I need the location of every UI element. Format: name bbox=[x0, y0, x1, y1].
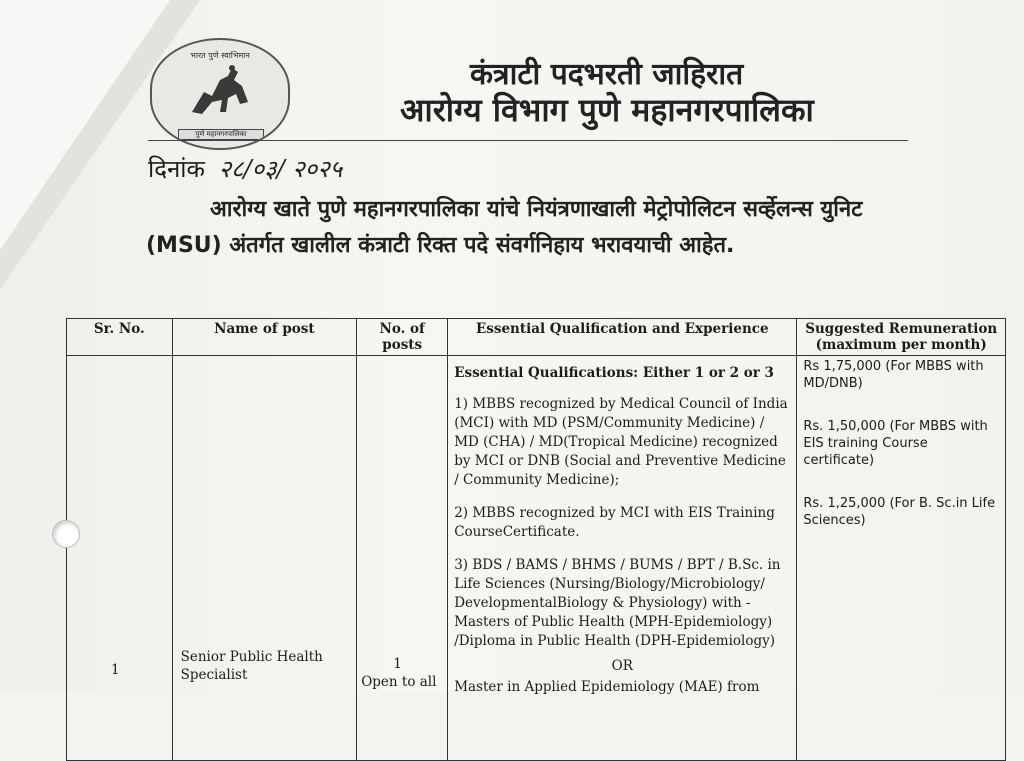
cell-posts bbox=[357, 356, 448, 761]
posts-table bbox=[66, 318, 1006, 761]
sr-value: 1 bbox=[111, 662, 120, 678]
qual-option-3: 3) BDS / BAMS / BHMS / BUMS / BPT / B.Sc. in Life Sciences (Nursing/Biology/Microbiology/ DevelopmentalBiology & Physiology) with - Masters of Public Health (MPH-Epidemiology) /Diploma in Public Health (DPH-Epidemiology) bbox=[454, 557, 781, 649]
intro-paragraph: आरोग्य खाते पुणे महानगरपालिका यांचे नियंत्रणाखाली मेट्रोपोलिटन सर्व्हेलन्स युनिट (MSU) अंतर्गत खालील कंत्राटी रिक्त पदे संवर्गनिहाय भरावयाची आहेत. bbox=[146, 197, 863, 258]
header-no-of-posts: No. of posts bbox=[357, 319, 448, 356]
advertisement-title: कंत्राटी पदभरती जाहिरात bbox=[470, 57, 744, 92]
remuneration-1: Rs 1,75,000 (For MBBS with MD/DNB) bbox=[803, 359, 984, 391]
header-post-name: Name of post bbox=[172, 319, 357, 356]
qual-or: OR bbox=[611, 658, 633, 674]
qual-option-1: 1) MBBS recognized by Medical Council of India (MCI) with MD (PSM/Community Medicine) / MD (CHA) / MD(Tropical Medicine) recognized by MCI or DNB (Social and Preventive Medicine / Community Medicine); bbox=[454, 396, 788, 488]
punch-hole bbox=[52, 520, 80, 548]
header-divider bbox=[148, 140, 908, 141]
header-remuneration: Suggested Remuneration (maximum per month) bbox=[797, 319, 1006, 356]
emblem-band: पुणे महानगरपालिका bbox=[178, 129, 264, 140]
qual-option-2: 2) MBBS recognized by MCI with EIS Training CourseCertificate. bbox=[454, 505, 775, 540]
date-line bbox=[148, 152, 342, 185]
header-qualification: Essential Qualification and Experience bbox=[448, 319, 797, 356]
qual-heading: Essential Qualifications: Either 1 or 2 or 3 bbox=[454, 365, 774, 381]
posts-note: Open to all bbox=[361, 674, 437, 690]
cell-qualification bbox=[448, 356, 797, 761]
table-row bbox=[67, 356, 1006, 761]
cell-post bbox=[172, 356, 357, 761]
horse-rider-icon bbox=[182, 62, 258, 122]
qual-option-4: Master in Applied Epidemiology (MAE) from bbox=[454, 679, 760, 695]
department-title: आरोग्य विभाग पुणे महानगरपालिका bbox=[400, 91, 814, 129]
pmc-emblem bbox=[150, 38, 290, 150]
folded-corner-highlight bbox=[0, 0, 170, 250]
remuneration-2: Rs. 1,50,000 (For MBBS with EIS training Course certificate) bbox=[803, 419, 988, 468]
header-sr-no: Sr. No. bbox=[67, 319, 173, 356]
cell-remuneration bbox=[797, 356, 1006, 761]
table-header-row bbox=[67, 319, 1006, 356]
remuneration-3: Rs. 1,25,000 (For B. Sc.in Life Sciences) bbox=[803, 496, 996, 528]
emblem-motto: भारत पुणे स्वाभिमान bbox=[190, 51, 250, 60]
posts-count: 1 bbox=[393, 656, 402, 672]
date-label: दिनांक bbox=[148, 155, 205, 183]
post-name: Senior Public Health Specialist bbox=[180, 649, 323, 683]
date-value: २८/०३/ २०२५ bbox=[218, 155, 343, 183]
cell-sr bbox=[67, 356, 173, 761]
